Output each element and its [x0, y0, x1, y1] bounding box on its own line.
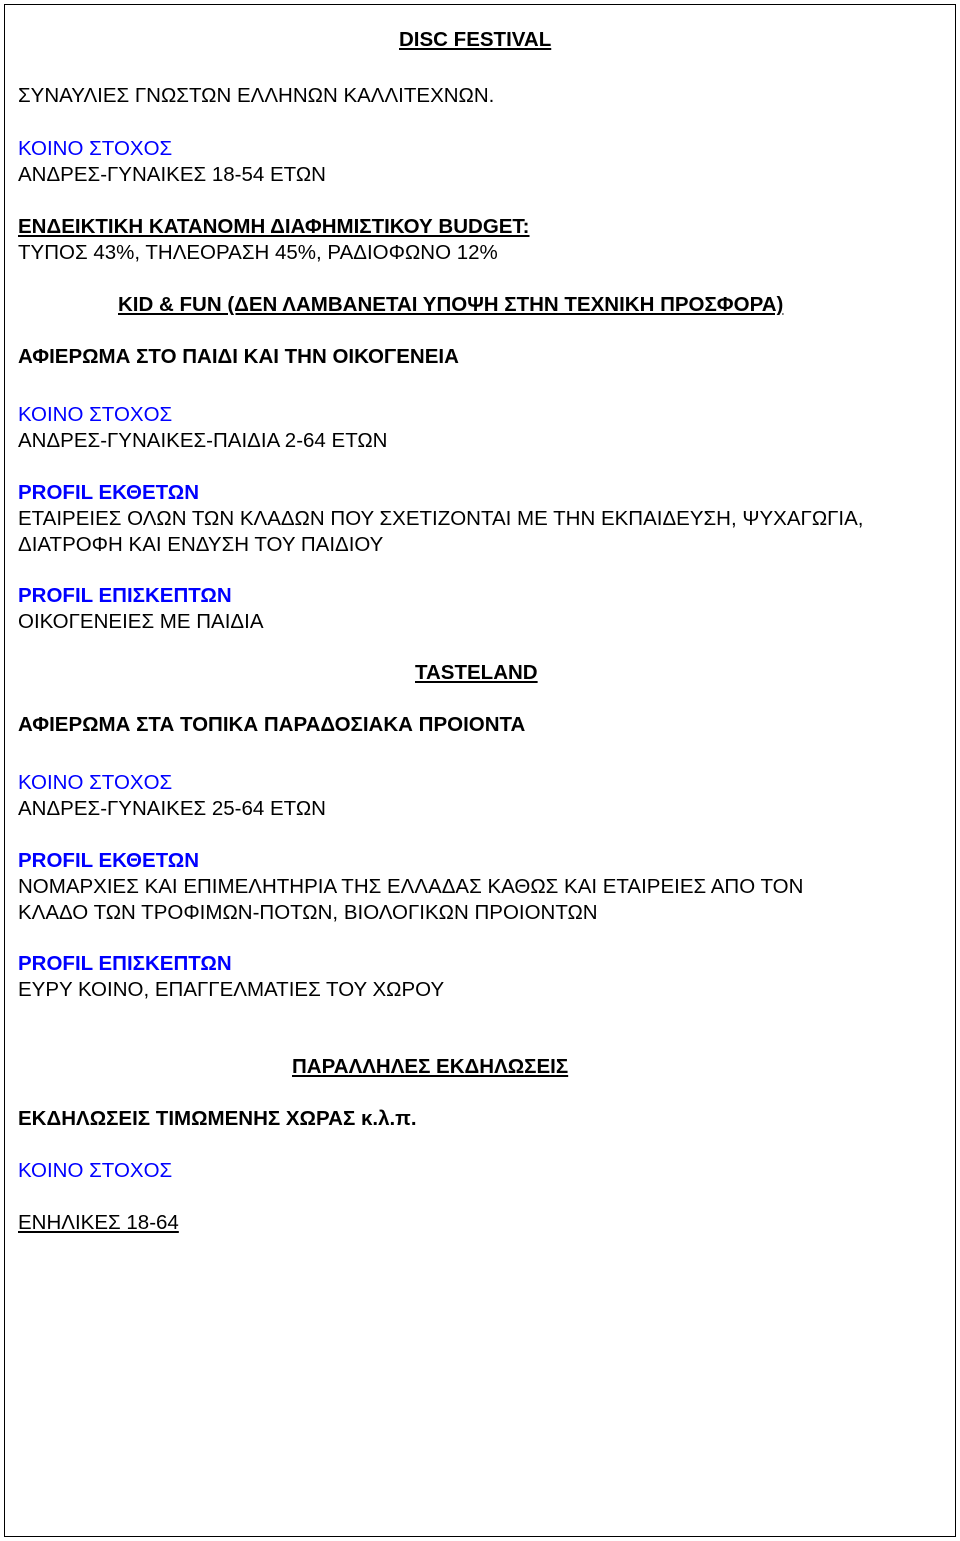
parallel-events-heading: ΠΑΡΑΛΛΗΛΕΣ ΕΚΔΗΛΩΣΕΙΣ [292, 1055, 569, 1078]
tasteland-exhibitors-line1: ΝΟΜΑΡΧΙΕΣ ΚΑΙ ΕΠΙΜΕΛΗΤΗΡΙΑ ΤΗΣ ΕΛΛΑΔΑΣ ΚΑΘΩΣ ΚΑΙ ΕΤΑΙΡΕΙΕΣ ΑΠΟ ΤΟΝ [18, 875, 804, 898]
parallel-events-target-value: ΕΝΗΛΙΚΕΣ 18-64 [18, 1211, 179, 1234]
tasteland-visitors-value: ΕΥΡΥ ΚΟΙΝΟ, ΕΠΑΓΓΕΛΜΑΤΙΕΣ ΤΟΥ ΧΩΡΟΥ [18, 978, 445, 1001]
kid-fun-visitors-label: PROFIL ΕΠΙΣΚΕΠΤΩΝ [18, 584, 232, 607]
disc-festival-description: ΣΥΝΑΥΛΙΕΣ ΓΝΩΣΤΩΝ ΕΛΛΗΝΩΝ ΚΑΛΛΙΤΕΧΝΩΝ. [18, 84, 495, 107]
kid-fun-subtitle: ΑΦΙΕΡΩΜΑ ΣΤΟ ΠΑΙΔΙ ΚΑΙ ΤΗΝ ΟΙΚΟΓΕΝΕΙΑ [18, 345, 459, 368]
disc-festival-budget-value: ΤΥΠΟΣ 43%, ΤΗΛΕΟΡΑΣΗ 45%, ΡΑΔΙΟΦΩΝΟ 12% [18, 241, 498, 264]
kid-fun-exhibitors-line2: ΔΙΑΤΡΟΦΗ ΚΑΙ ΕΝΔΥΣΗ ΤΟΥ ΠΑΙΔΙΟΥ [18, 533, 384, 556]
disc-festival-target-label: ΚΟΙΝΟ ΣΤΟΧΟΣ [18, 137, 173, 160]
kid-fun-visitors-value: ΟΙΚΟΓΕΝΕΙΕΣ ΜΕ ΠΑΙΔΙΑ [18, 610, 264, 633]
tasteland-exhibitors-label: PROFIL ΕΚΘΕΤΩΝ [18, 849, 200, 872]
tasteland-subtitle: ΑΦΙΕΡΩΜΑ ΣΤΑ ΤΟΠΙΚΑ ΠΑΡΑΔΟΣΙΑΚΑ ΠΡΟΙΟΝΤΑ [18, 713, 526, 736]
disc-festival-heading: DISC FESTIVAL [399, 28, 552, 51]
parallel-events-subtitle: ΕΚΔΗΛΩΣΕΙΣ ΤΙΜΩΜΕΝΗΣ ΧΩΡΑΣ κ.λ.π. [18, 1107, 417, 1130]
parallel-events-target-label: ΚΟΙΝΟ ΣΤΟΧΟΣ [18, 1159, 173, 1182]
tasteland-target-label: ΚΟΙΝΟ ΣΤΟΧΟΣ [18, 771, 173, 794]
disc-festival-target-value: ΑΝΔΡΕΣ-ΓΥΝΑΙΚΕΣ 18-54 ΕΤΩΝ [18, 163, 326, 186]
tasteland-target-value: ΑΝΔΡΕΣ-ΓΥΝΑΙΚΕΣ 25-64 ΕΤΩΝ [18, 797, 326, 820]
kid-fun-target-label: ΚΟΙΝΟ ΣΤΟΧΟΣ [18, 403, 173, 426]
kid-fun-exhibitors-label: PROFIL ΕΚΘΕΤΩΝ [18, 481, 200, 504]
kid-fun-heading: KID & FUN (ΔΕΝ ΛΑΜΒΑΝΕΤΑΙ ΥΠΟΨΗ ΣΤΗΝ ΤΕΧΝΙΚΗ ΠΡΟΣΦΟΡΑ) [118, 293, 784, 316]
kid-fun-target-value: ΑΝΔΡΕΣ-ΓΥΝΑΙΚΕΣ-ΠΑΙΔΙΑ 2-64 ΕΤΩΝ [18, 429, 388, 452]
tasteland-visitors-label: PROFIL ΕΠΙΣΚΕΠΤΩΝ [18, 952, 232, 975]
kid-fun-exhibitors-line1: ΕΤΑΙΡΕΙΕΣ ΟΛΩΝ ΤΩΝ ΚΛΑΔΩΝ ΠΟΥ ΣΧΕΤΙΖΟΝΤΑΙ ΜΕ ΤΗΝ ΕΚΠΑΙΔΕΥΣΗ, ΨΥΧΑΓΩΓΙΑ, [18, 507, 864, 530]
page-frame [4, 4, 956, 1537]
disc-festival-budget-label: ΕΝΔΕΙΚΤΙΚΗ ΚΑΤΑΝΟΜΗ ΔΙΑΦΗΜΙΣΤΙΚΟΥ BUDGET: [18, 215, 530, 238]
tasteland-heading: TASTELAND [415, 661, 538, 684]
tasteland-exhibitors-line2: ΚΛΑΔΟ ΤΩΝ ΤΡΟΦΙΜΩΝ-ΠΟΤΩΝ, ΒΙΟΛΟΓΙΚΩΝ ΠΡΟΙΟΝΤΩΝ [18, 901, 598, 924]
